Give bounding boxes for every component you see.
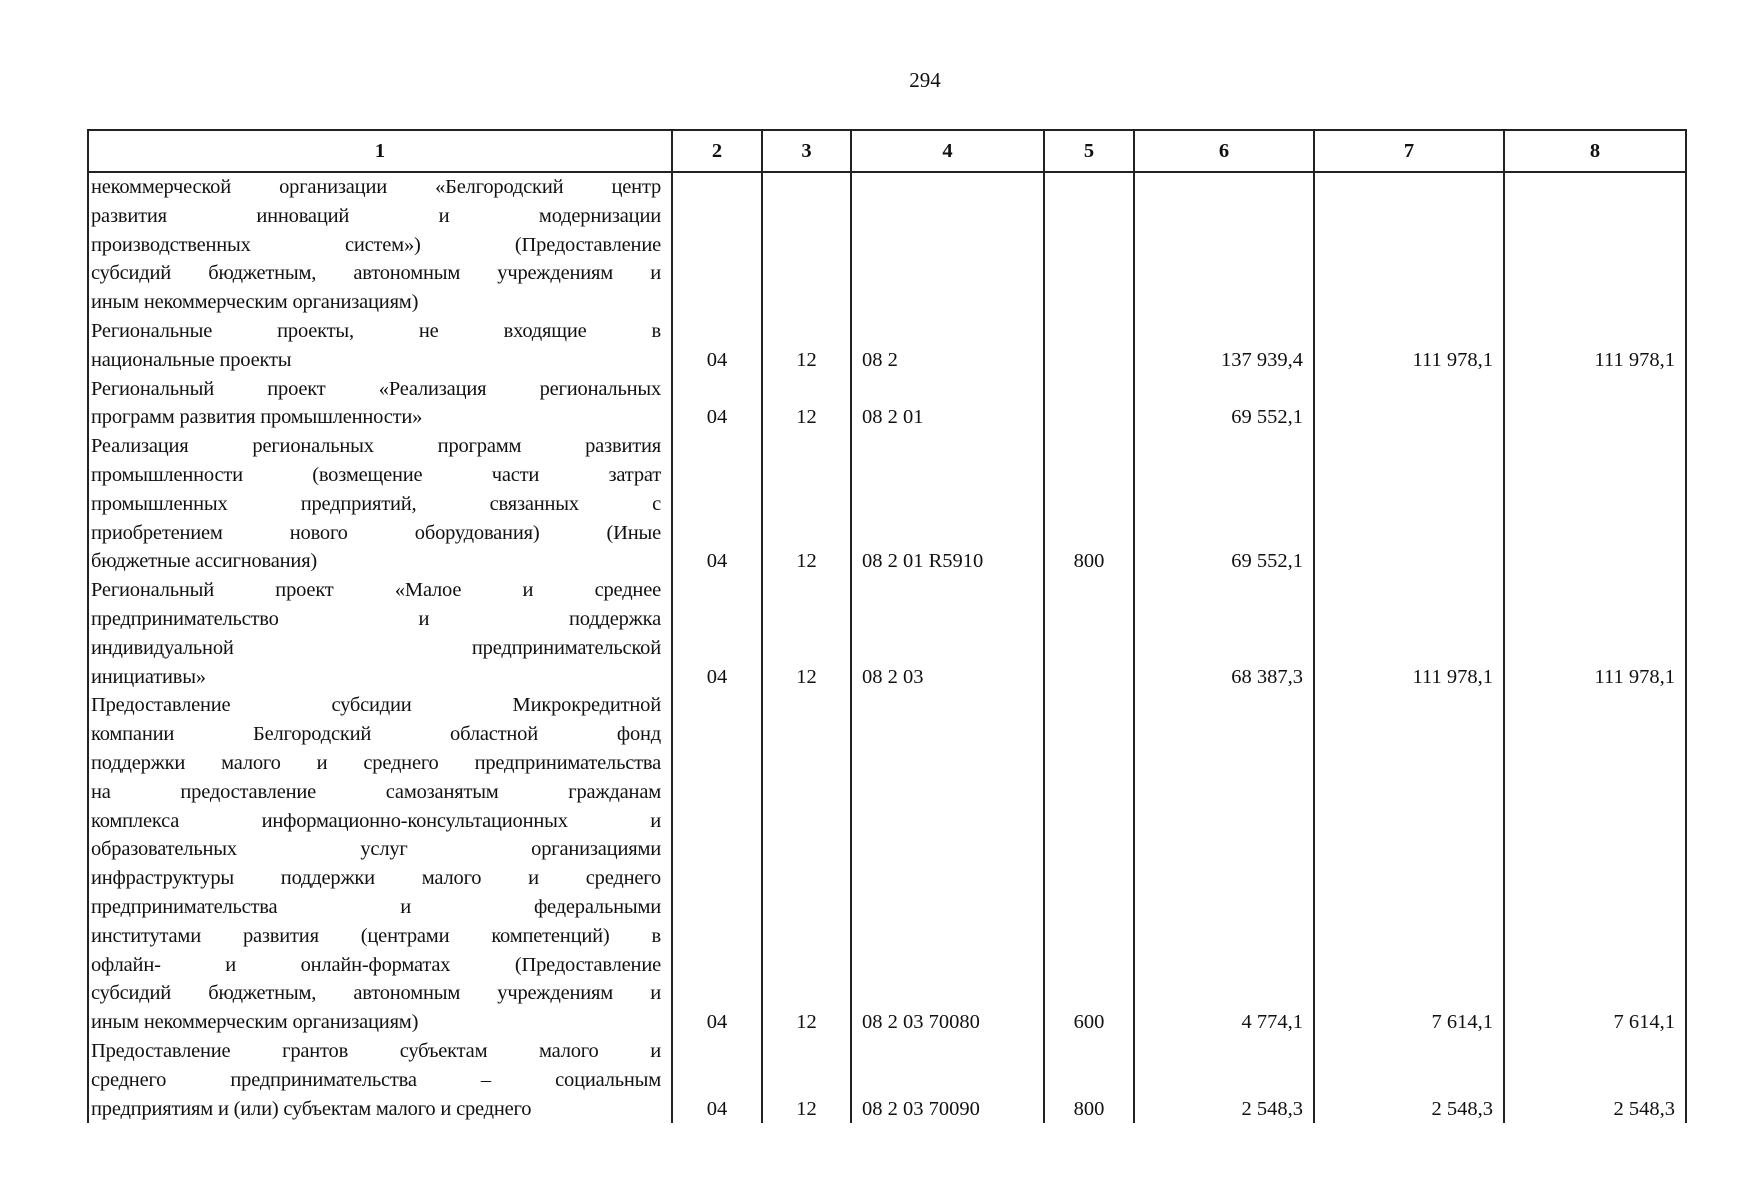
description-line: бюджетные ассигнования) (91, 550, 318, 573)
amount-year-3: 111 978,1 (1504, 576, 1686, 691)
description-line: Реализация региональных программ развития (91, 435, 661, 458)
description-line: Предоставление грантов субъектам малого и (91, 1039, 661, 1062)
amount-year-2 (1314, 172, 1504, 317)
amount-year-2: 7 614,1 (1314, 691, 1504, 1037)
expense-type-code: 800 (1044, 432, 1134, 576)
amount-year-1 (1134, 172, 1314, 317)
description-line: национальные проекты (91, 348, 292, 371)
target-article-code: 08 2 (851, 317, 1044, 375)
column-header-6: 6 (1134, 130, 1314, 172)
description-line: промышленных предприятий, связанных с (91, 492, 661, 515)
description-line: развития инноваций и модернизации (91, 204, 661, 227)
table-row (88, 691, 1686, 1037)
expense-type-code: 600 (1044, 691, 1134, 1037)
amount-year-2 (1314, 432, 1504, 576)
subsection-code: 12 (762, 691, 851, 1037)
amount-year-2: 111 978,1 (1314, 317, 1504, 375)
section-code: 04 (672, 432, 762, 576)
description-line: предприятиям и (или) субъектам малого и среднего (91, 1097, 532, 1120)
amount-year-1: 137 939,4 (1134, 317, 1314, 375)
section-code (672, 172, 762, 317)
header-row (88, 130, 1686, 172)
target-article-code: 08 2 01 (851, 375, 1044, 433)
description-line: производственных систем») (Предоставление (91, 233, 661, 256)
target-article-code: 08 2 03 (851, 576, 1044, 691)
subsection-code: 12 (762, 1037, 851, 1123)
subsection-code: 12 (762, 432, 851, 576)
amount-year-3: 7 614,1 (1504, 691, 1686, 1037)
row-description (88, 375, 672, 433)
table-row (88, 317, 1686, 375)
subsection-code (762, 172, 851, 317)
amount-year-1: 69 552,1 (1134, 432, 1314, 576)
description-line: Предоставление субсидии Микрокредитной (91, 694, 661, 717)
table-row (88, 432, 1686, 576)
target-article-code: 08 2 03 70080 (851, 691, 1044, 1037)
section-code: 04 (672, 576, 762, 691)
amount-year-2: 111 978,1 (1314, 576, 1504, 691)
description-line: промышленности (возмещение части затрат (91, 463, 661, 486)
description-line: инфраструктуры поддержки малого и среднего (91, 867, 661, 890)
description-line: Региональные проекты, не входящие в (91, 319, 661, 342)
target-article-code: 08 2 01 R5910 (851, 432, 1044, 576)
amount-year-3 (1504, 172, 1686, 317)
subsection-code: 12 (762, 317, 851, 375)
amount-year-3: 111 978,1 (1504, 317, 1686, 375)
description-line: институтами развития (центрами компетенций) в (91, 924, 661, 947)
amount-year-1: 4 774,1 (1134, 691, 1314, 1037)
row-description (88, 576, 672, 691)
amount-year-3 (1504, 375, 1686, 433)
description-line: приобретением нового оборудования) (Иные (91, 521, 661, 544)
row-description (88, 432, 672, 576)
budget-table (87, 129, 1687, 1123)
row-description (88, 691, 672, 1037)
row-description (88, 172, 672, 317)
subsection-code: 12 (762, 576, 851, 691)
page-number: 294 (909, 68, 941, 92)
description-line: некоммерческой организации «Белгородский центр (91, 176, 661, 198)
description-line: Региональный проект «Реализация региональных (91, 377, 661, 400)
table-row (88, 1037, 1686, 1123)
amount-year-1: 2 548,3 (1134, 1037, 1314, 1123)
section-code: 04 (672, 691, 762, 1037)
amount-year-2 (1314, 375, 1504, 433)
amount-year-2: 2 548,3 (1314, 1037, 1504, 1123)
description-line: программ развития промышленности» (91, 406, 423, 429)
column-header-7: 7 (1314, 130, 1504, 172)
table-row (88, 576, 1686, 691)
subsection-code: 12 (762, 375, 851, 433)
description-line: инициативы» (91, 665, 206, 688)
description-line: индивидуальной предпринимательской (91, 636, 661, 659)
expense-type-code: 800 (1044, 1037, 1134, 1123)
column-header-4: 4 (851, 130, 1044, 172)
expense-type-code (1044, 172, 1134, 317)
description-line: предпринимательство и поддержка (91, 607, 661, 630)
description-line: на предоставление самозанятым гражданам (91, 780, 661, 803)
description-line: Региональный проект «Малое и среднее (91, 579, 661, 602)
section-code: 04 (672, 317, 762, 375)
section-code: 04 (672, 1037, 762, 1123)
table-body (88, 172, 1686, 1123)
description-line: субсидий бюджетным, автономным учреждениям и (91, 262, 661, 285)
section-code: 04 (672, 375, 762, 433)
amount-year-1: 69 552,1 (1134, 375, 1314, 433)
amount-year-3 (1504, 432, 1686, 576)
table-row (88, 172, 1686, 317)
column-header-2: 2 (672, 130, 762, 172)
column-header-5: 5 (1044, 130, 1134, 172)
description-line: иным некоммерческим организациям) (91, 291, 419, 314)
description-line: среднего предпринимательства – социальным (91, 1068, 661, 1091)
row-description (88, 1037, 672, 1123)
description-line: образовательных услуг организациями (91, 838, 661, 861)
expense-type-code (1044, 375, 1134, 433)
description-line: поддержки малого и среднего предпринимательства (91, 751, 661, 774)
description-line: иным некоммерческим организациям) (91, 1011, 419, 1034)
description-line: субсидий бюджетным, автономным учреждениям и (91, 982, 661, 1005)
description-line: офлайн- и онлайн-форматах (Предоставление (91, 953, 661, 976)
target-article-code (851, 172, 1044, 317)
amount-year-1: 68 387,3 (1134, 576, 1314, 691)
column-header-1: 1 (88, 130, 672, 172)
amount-year-3: 2 548,3 (1504, 1037, 1686, 1123)
expense-type-code (1044, 317, 1134, 375)
expense-type-code (1044, 576, 1134, 691)
description-line: комплекса информационно-консультационных и (91, 809, 661, 832)
description-line: предпринимательства и федеральными (91, 895, 661, 918)
table-row (88, 375, 1686, 433)
column-header-8: 8 (1504, 130, 1686, 172)
row-description (88, 317, 672, 375)
column-header-3: 3 (762, 130, 851, 172)
target-article-code: 08 2 03 70090 (851, 1037, 1044, 1123)
description-line: компании Белгородский областной фонд (91, 723, 661, 746)
